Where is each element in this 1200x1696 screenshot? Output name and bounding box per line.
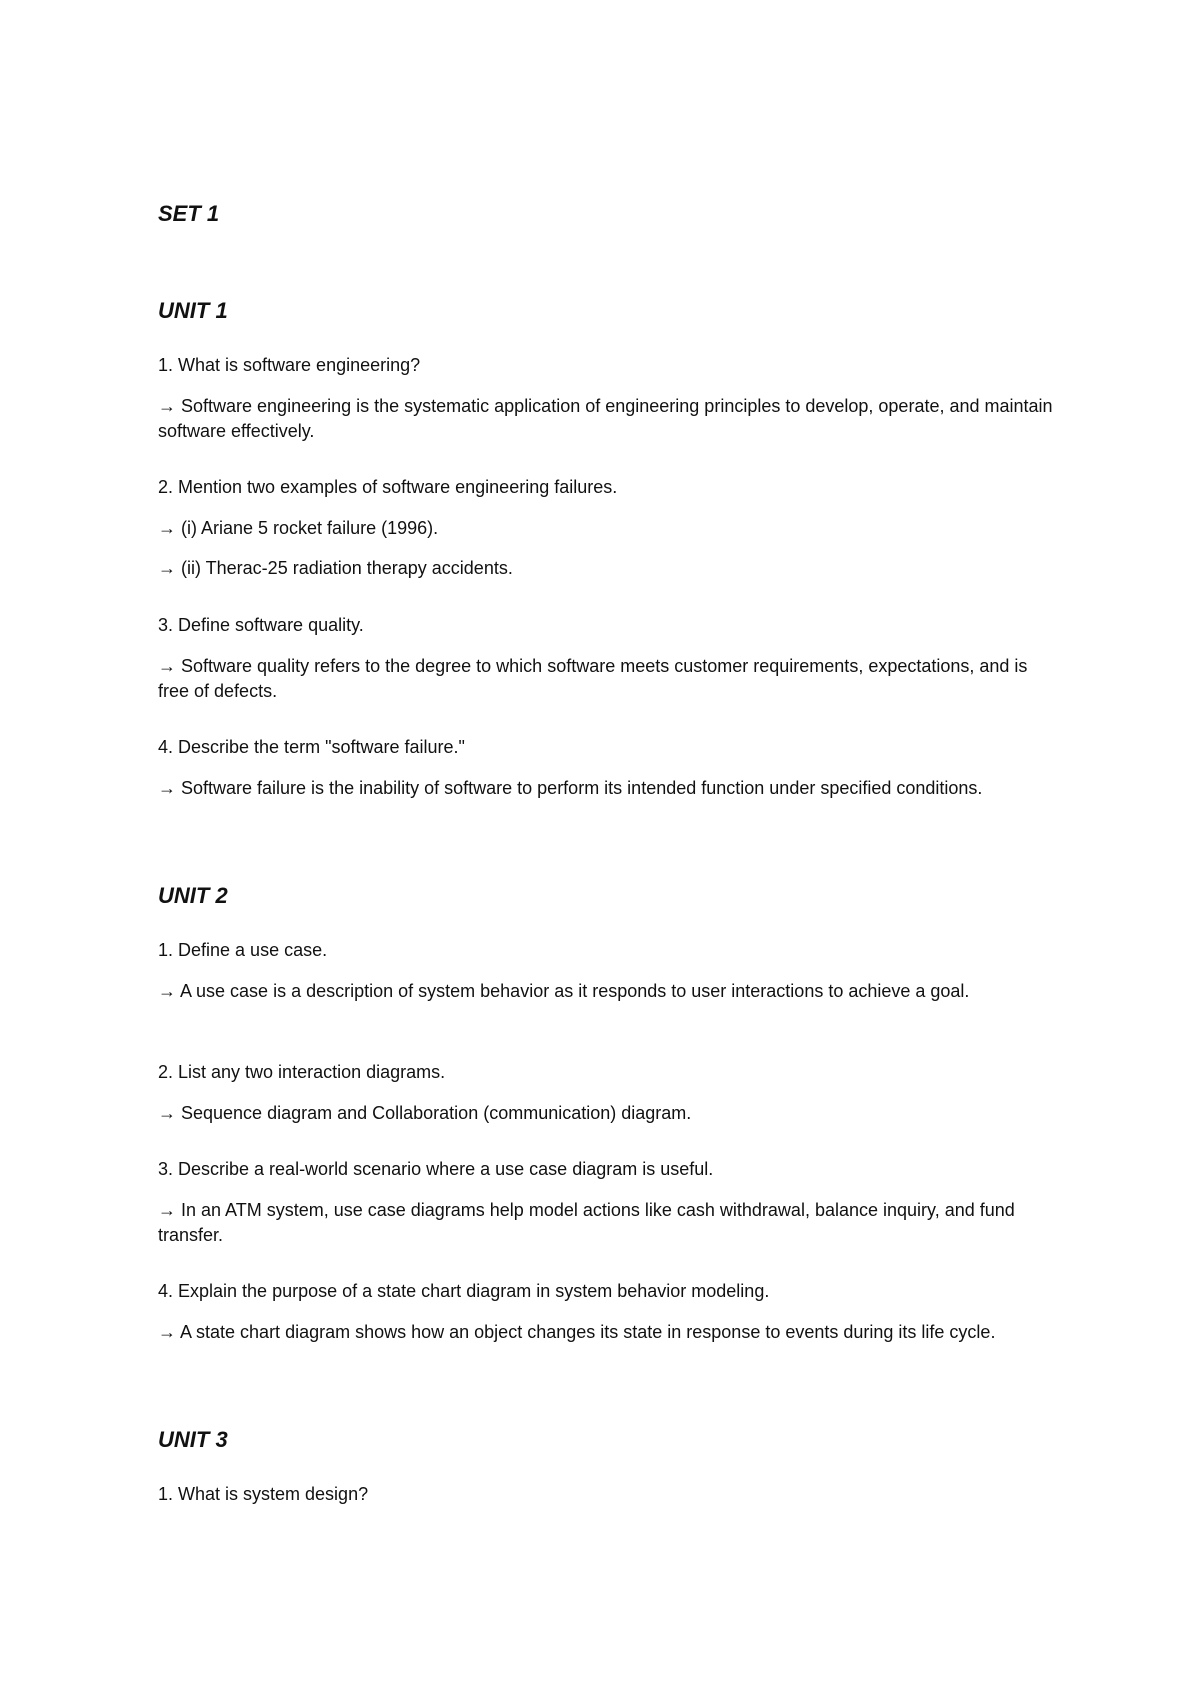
question: 1. Define a use case.	[158, 940, 328, 960]
answer: → Software failure is the inability of software to perform its intended function under specified conditions.	[158, 778, 983, 798]
answer: → Software engineering is the systematic application of engineering principles to develop, operate, and maintain software effectively.	[158, 396, 1053, 441]
unit-heading: UNIT 1	[158, 298, 228, 323]
answer: → A state chart diagram shows how an object changes its state in response to events during its life cycle.	[158, 1322, 996, 1342]
question: 4. Explain the purpose of a state chart diagram in system behavior modeling.	[158, 1281, 770, 1301]
answer: → A use case is a description of system behavior as it responds to user interactions to achieve a goal.	[158, 981, 970, 1001]
answer: → (ii) Therac-25 radiation therapy accidents.	[158, 558, 513, 578]
question: 3. Describe a real-world scenario where a use case diagram is useful.	[158, 1159, 714, 1179]
unit-heading: UNIT 2	[158, 883, 228, 908]
question: 2. List any two interaction diagrams.	[158, 1062, 446, 1082]
question: 4. Describe the term "software failure."	[158, 737, 465, 757]
question: 1. What is system design?	[158, 1484, 369, 1504]
unit-heading: UNIT 3	[158, 1427, 228, 1452]
answer: → In an ATM system, use case diagrams help model actions like cash withdrawal, balance inquiry, and fund transfer.	[158, 1200, 1015, 1245]
question: 2. Mention two examples of software engineering failures.	[158, 477, 618, 497]
question: 1. What is software engineering?	[158, 355, 421, 375]
answer: → Sequence diagram and Collaboration (communication) diagram.	[158, 1103, 692, 1123]
question: 3. Define software quality.	[158, 615, 364, 635]
answer: → Software quality refers to the degree to which software meets customer requirements, expectations, and is free of defects.	[158, 656, 1028, 701]
set-title: SET 1	[158, 201, 220, 226]
answer: → (i) Ariane 5 rocket failure (1996).	[158, 518, 439, 538]
